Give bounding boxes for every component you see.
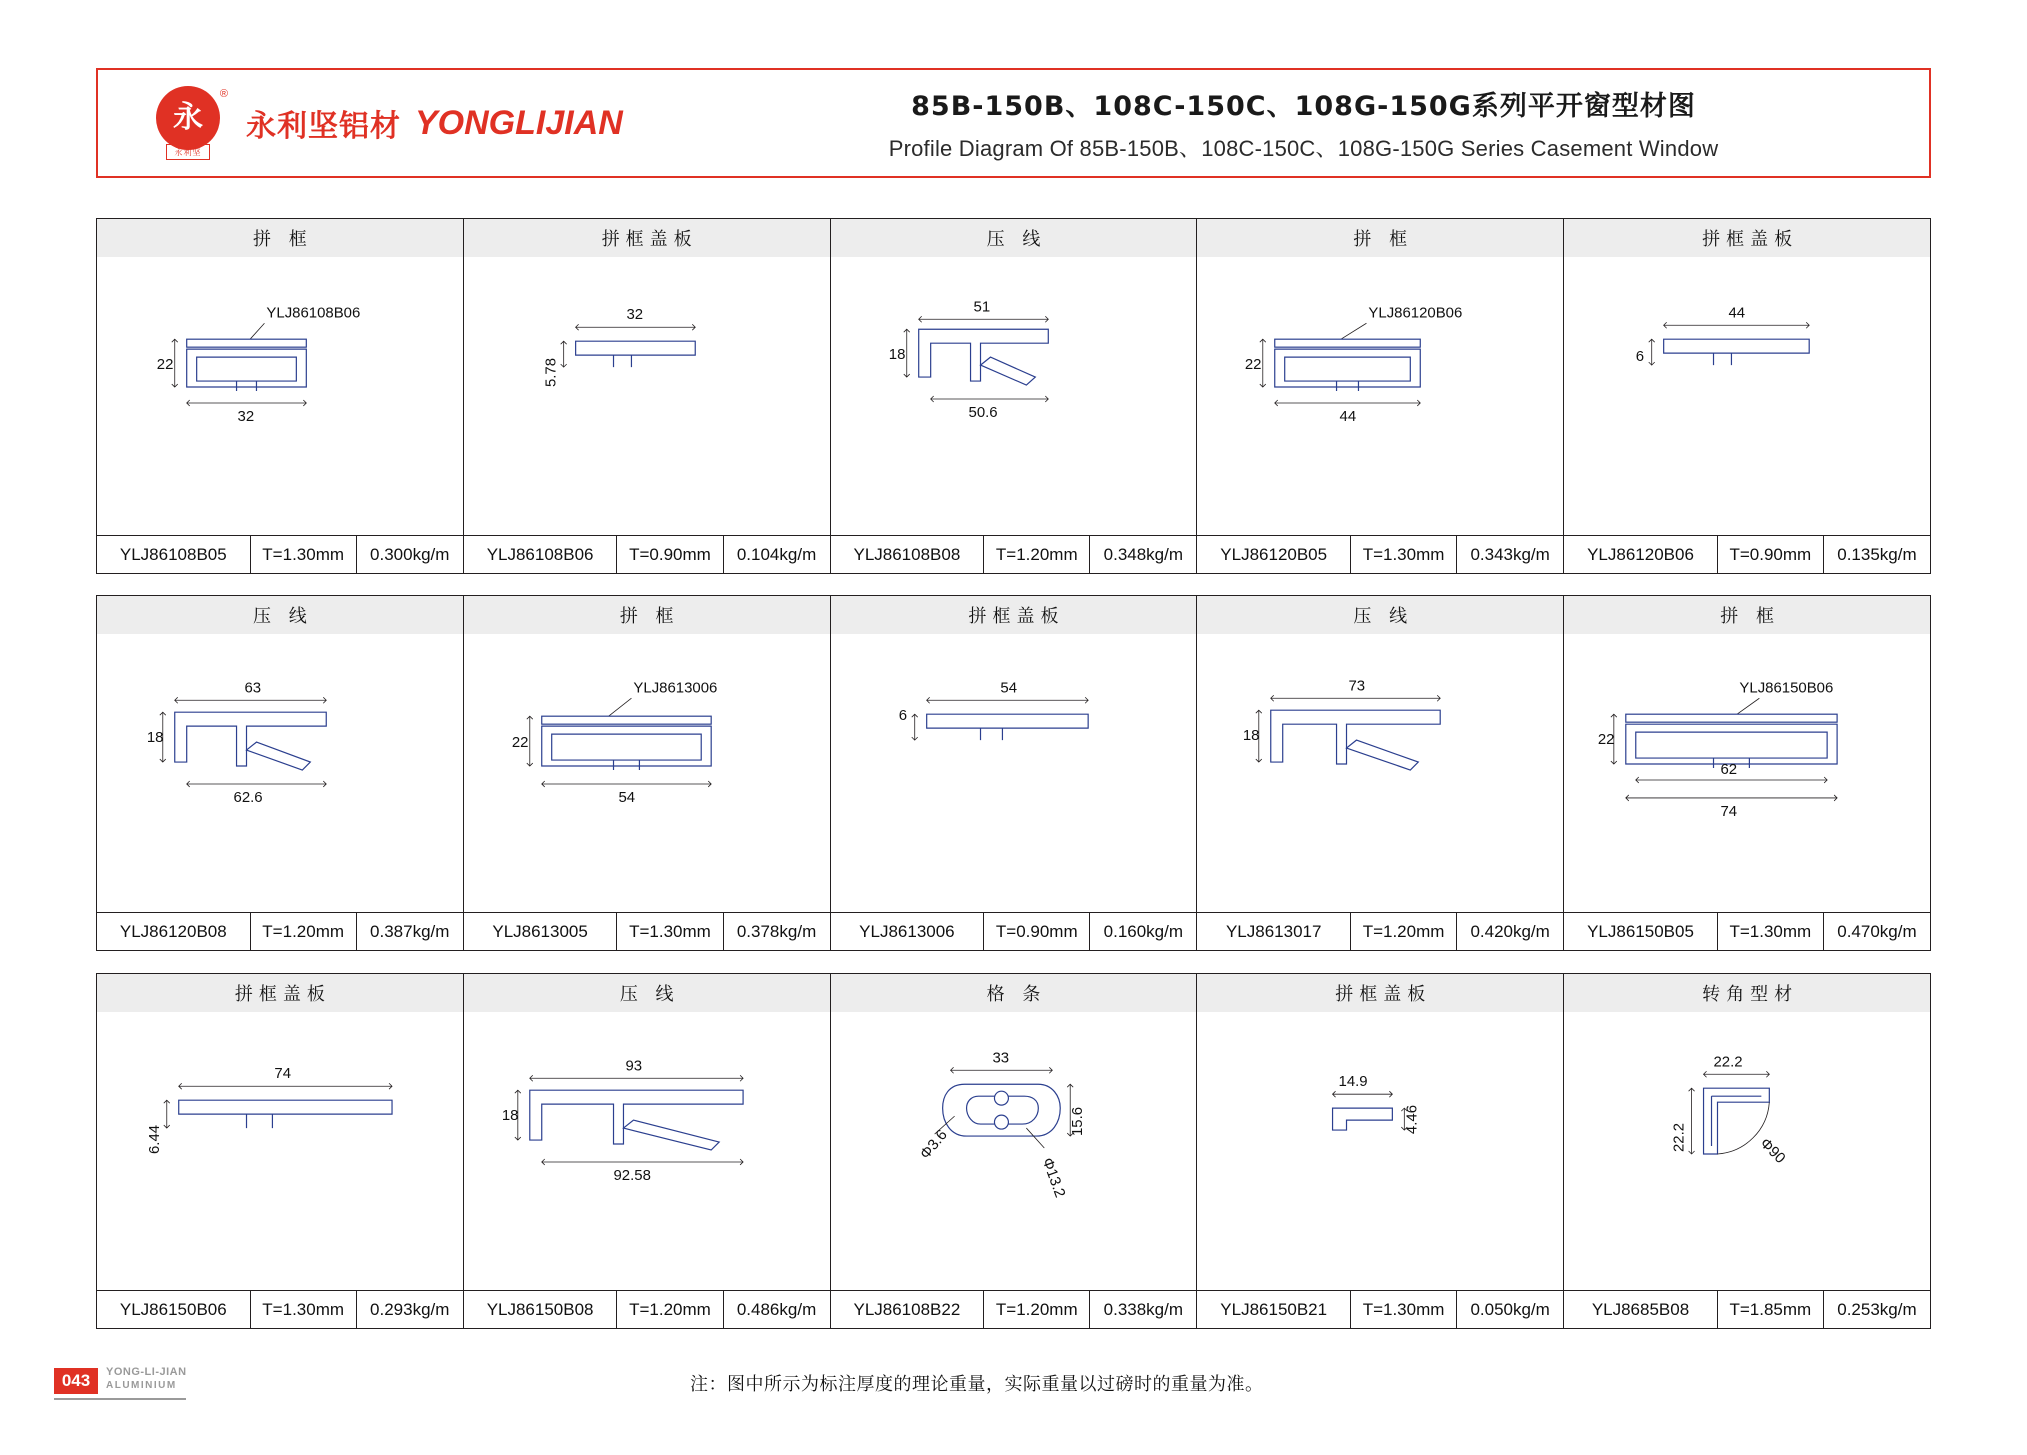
profile-title-cell: 拼框盖板 [1197,974,1564,1012]
drawing-row [97,257,1930,535]
dim-label: 44 [1339,407,1357,425]
profile-thickness: T=1.30mm [1351,536,1457,574]
profile-drawing-cell [1564,257,1930,535]
profile-weight: 0.343kg/m [1470,545,1550,564]
dim-label: 4.46 [1403,1104,1421,1135]
brand-name-cn: 永利坚铝材 [246,109,401,144]
spec-cell [1197,536,1564,574]
profile-thickness: T=0.90mm [1718,536,1824,574]
spec-cell [831,913,1198,951]
dim-label: 18 [146,729,164,747]
profile-drawing-cell [831,257,1198,535]
brand-block [98,86,718,160]
page-number-badge: 043 [54,1368,98,1394]
dim-label: 6 [898,707,907,725]
logo-caption: 永利坚 [166,144,210,160]
profile-title-cell: 拼 框 [464,596,831,634]
logo-glyph: 永 [173,101,203,134]
profile-drawing-cell [97,634,464,912]
profile-block-2 [96,595,1931,951]
dim-label: 62 [1720,760,1738,778]
page-title-en: Profile Diagram Of 85B-150B、108C-150C、108G-150G Series Casement Window [888,135,1719,161]
profile-code: YLJ86108B06 [464,536,618,574]
dim-label: 18 [501,1107,519,1125]
profile-thickness: T=0.90mm [617,536,723,574]
spec-row [97,912,1930,951]
brand-name-en: YONGLIJIAN [415,103,623,142]
profile-drawing-cell [831,634,1198,912]
profile-code: YLJ86150B21 [1197,1291,1351,1329]
dim-label: Φ13.2 [1038,1155,1069,1200]
spec-cell [464,1291,831,1329]
footer-note: 注：图中所示为标注厚度的理论重量，实际重量以过磅时的重量为准。 [690,1374,1264,1395]
profile-thickness: T=1.30mm [617,913,723,951]
registered-mark: ® [219,88,228,100]
profile-weight: 0.338kg/m [1103,1300,1184,1319]
profile-title-cell: 压 线 [1197,596,1564,634]
profile-weight: 0.293kg/m [370,1300,450,1319]
spec-cell [1564,913,1930,951]
spec-cell [464,913,831,951]
footer-brand-line2: ALUMINIUM [106,1380,177,1391]
profile-title-cell: 拼 框 [97,219,464,257]
dim-label: 54 [618,788,635,806]
dim-label: 22 [156,356,174,374]
profile-code: YLJ86120B06 [1564,536,1718,574]
profile-title-cell: 压 线 [464,974,831,1012]
spec-cell [1197,1291,1564,1329]
dim-label: 22 [511,734,529,752]
footer-divider [54,1398,186,1400]
profile-drawing-cell [1197,634,1564,912]
header-row [97,219,1930,257]
dim-label: 93 [625,1057,642,1075]
profile-thickness: T=1.30mm [251,536,357,574]
profile-block-1 [96,218,1931,574]
profile-drawing-cell [464,634,831,912]
profile-title-cell: 拼 框 [1197,219,1564,257]
dim-label: 22.2 [1670,1122,1688,1152]
profile-code: YLJ8685B08 [1564,1291,1718,1329]
dim-label: 32 [237,407,255,425]
dim-label: 5.78 [542,357,560,388]
dim-label: 32 [626,306,643,324]
profile-drawing-cell [831,1012,1198,1290]
profile-thickness: T=0.90mm [984,913,1090,951]
profile-thickness: T=1.20mm [617,1291,723,1329]
profile-drawing-cell [1564,1012,1930,1290]
dim-label: 92.58 [613,1166,651,1184]
profile-drawing-cell [97,1012,464,1290]
profile-thickness: T=1.30mm [251,1291,357,1329]
drawing-row [97,1012,1930,1290]
dim-label: 63 [244,679,262,697]
dim-label: 74 [1720,802,1738,820]
profile-thickness: T=1.20mm [984,1291,1090,1329]
profile-drawing-cell [1197,1012,1564,1290]
footer-brand [106,1366,187,1392]
profile-code: YLJ8613006 [831,913,985,951]
callout-label: YLJ86108B06 [266,304,361,322]
profile-weight: 0.050kg/m [1470,1300,1550,1319]
dim-label: Φ3.6 [916,1126,951,1163]
profile-thickness: T=1.20mm [1351,913,1457,951]
dim-label: 18 [888,346,906,364]
dim-label: 6 [1635,348,1645,366]
spec-row [97,1290,1930,1329]
profile-code: YLJ86108B08 [831,536,985,574]
profile-weight: 0.300kg/m [370,545,450,564]
profile-code: YLJ86108B05 [97,536,251,574]
spec-cell [1197,913,1564,951]
spec-cell [1564,1291,1930,1329]
dim-label: 15.6 [1068,1106,1086,1137]
profile-weight: 0.378kg/m [736,922,817,941]
callout-label: YLJ86120B06 [1368,304,1463,322]
profile-thickness: T=1.30mm [1351,1291,1457,1329]
dim-label: 22 [1245,356,1262,374]
footer-brand-line1: YONG-LI-JIAN [106,1366,187,1378]
drawing-row [97,634,1930,912]
profile-title-cell: 拼 框 [1564,596,1930,634]
profile-weight: 0.253kg/m [1837,1300,1917,1319]
profile-drawing-cell [464,257,831,535]
profile-block-3 [96,973,1931,1329]
profile-code: YLJ86120B08 [97,913,251,951]
dim-label: 18 [1243,727,1260,745]
profile-title-cell: 压 线 [831,219,1198,257]
profile-weight: 0.420kg/m [1470,922,1550,941]
dim-label: 50.6 [968,403,998,421]
profile-title-cell: 转角型材 [1564,974,1930,1012]
profile-weight: 0.160kg/m [1103,922,1184,941]
profile-code: YLJ86108B22 [831,1291,985,1329]
profile-thickness: T=1.20mm [984,536,1090,574]
profile-title-cell: 拼框盖板 [831,596,1198,634]
title-block [718,84,1929,163]
profile-title-cell: 格 条 [831,974,1198,1012]
profile-drawing-cell [1197,257,1564,535]
dim-label: 22.2 [1713,1053,1743,1071]
profile-title-cell: 拼框盖板 [1564,219,1930,257]
spec-cell [1564,536,1930,574]
dim-label: 51 [973,298,990,316]
profile-thickness: T=1.30mm [1718,913,1824,951]
dim-label: Φ90 [1756,1134,1789,1168]
callout-label: YLJ86150B06 [1739,679,1834,697]
profile-drawing-cell [1564,634,1930,912]
page-header [96,68,1931,178]
dim-label: 73 [1348,677,1366,695]
spec-cell [831,536,1198,574]
profile-title-cell: 压 线 [97,596,464,634]
dim-label: 6.44 [145,1124,163,1154]
spec-row [97,535,1930,574]
dim-label: 74 [274,1065,292,1083]
spec-cell [97,913,464,951]
profile-code: YLJ86120B05 [1197,536,1351,574]
profile-weight: 0.348kg/m [1103,545,1184,564]
header-row [97,596,1930,634]
profile-weight: 0.387kg/m [370,922,450,941]
callout-label: YLJ8613006 [633,679,718,697]
profile-code: YLJ86150B06 [97,1291,251,1329]
profile-drawing-cell [97,257,464,535]
profile-weight: 0.470kg/m [1837,922,1917,941]
dim-label: 22 [1598,731,1615,749]
profile-code: YLJ8613005 [464,913,618,951]
company-logo-icon [156,86,230,160]
profile-thickness: T=1.20mm [251,913,357,951]
profile-code: YLJ86150B05 [1564,913,1718,951]
dim-label: 62.6 [233,788,263,806]
spec-cell [97,1291,464,1329]
spec-cell [464,536,831,574]
profile-weight: 0.104kg/m [736,545,817,564]
profile-code: YLJ8613017 [1197,913,1351,951]
profile-thickness: T=1.85mm [1718,1291,1824,1329]
dim-label: 33 [992,1049,1009,1067]
profile-title-cell: 拼框盖板 [97,974,464,1012]
profile-title-cell: 拼框盖板 [464,219,831,257]
header-row [97,974,1930,1012]
profile-code: YLJ86150B08 [464,1291,618,1329]
spec-cell [831,1291,1198,1329]
profile-weight: 0.486kg/m [736,1300,817,1319]
page-title-cn: 85B-150B、108C-150C、108G-150G系列平开窗型材图 [911,90,1696,122]
spec-cell [97,536,464,574]
profile-weight: 0.135kg/m [1837,545,1917,564]
dim-label: 54 [1000,679,1017,697]
profile-drawing-cell [464,1012,831,1290]
dim-label: 44 [1728,304,1746,322]
dim-label: 14.9 [1338,1073,1369,1091]
